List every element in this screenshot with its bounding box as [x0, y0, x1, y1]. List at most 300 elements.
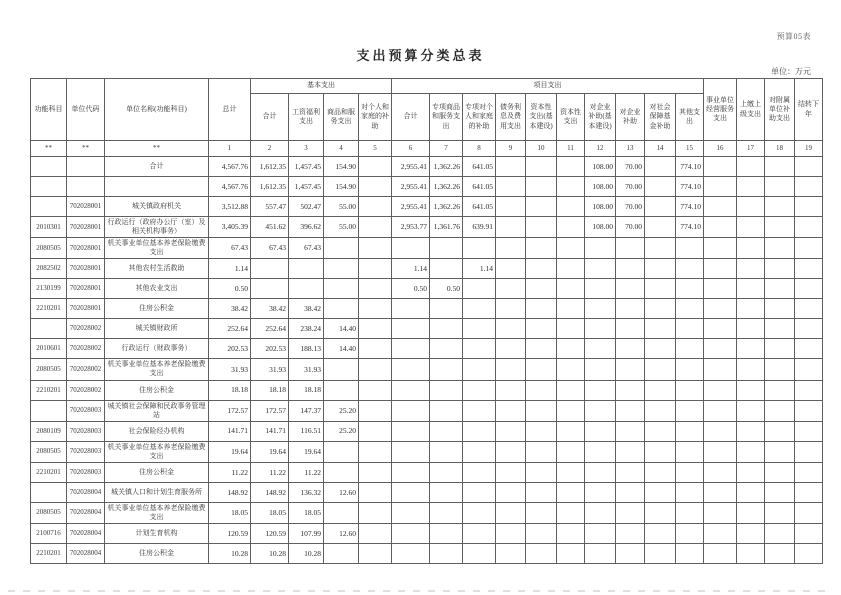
header-wages-welfare: 工资福利支出 [289, 94, 324, 141]
value-cell [795, 502, 823, 523]
value-cell: 10.28 [209, 544, 251, 564]
value-cell [359, 524, 392, 544]
table-row [31, 380, 823, 400]
value-cell [430, 524, 463, 544]
value-cell [765, 217, 795, 238]
value-cell [463, 400, 496, 421]
value-cell [496, 217, 526, 238]
value-cell: 0.50 [209, 279, 251, 299]
value-cell [392, 462, 430, 482]
unit-note: 单位：万元 [771, 67, 811, 76]
value-cell [526, 524, 557, 544]
header-subsidy-to-affiliates: 对附属单位补助支出 [765, 79, 795, 141]
value-cell [795, 380, 823, 400]
value-cell [795, 259, 823, 279]
value-cell: 1,362.26 [430, 157, 463, 177]
value-cell [765, 502, 795, 523]
value-cell [430, 259, 463, 279]
header-group-row [31, 79, 823, 94]
value-cell [704, 238, 737, 259]
table-row [31, 299, 823, 319]
value-cell [526, 421, 557, 441]
value-cell [585, 421, 616, 441]
value-cell [645, 421, 676, 441]
value-cell [616, 421, 645, 441]
value-cell [765, 400, 795, 421]
value-cell [765, 380, 795, 400]
value-cell [359, 177, 392, 197]
value-cell [496, 400, 526, 421]
column-index-cell: 17 [737, 141, 765, 157]
form-number-label: 预算05表 [776, 32, 811, 41]
value-cell: 18.18 [289, 380, 324, 400]
value-cell: 147.37 [289, 400, 324, 421]
value-cell: 31.93 [289, 359, 324, 380]
value-cell [616, 544, 645, 564]
value-cell [704, 462, 737, 482]
value-cell [557, 380, 585, 400]
value-cell: 70.00 [616, 217, 645, 238]
value-cell [795, 441, 823, 462]
value-cell [324, 359, 359, 380]
table-row [31, 441, 823, 462]
value-cell [737, 544, 765, 564]
unit-code-cell: 702028001 [67, 259, 105, 279]
value-cell: 25.20 [324, 400, 359, 421]
value-cell [324, 380, 359, 400]
unit-name-cell [105, 177, 209, 197]
unit-code-cell: 702028002 [67, 339, 105, 359]
value-cell: 18.18 [209, 380, 251, 400]
value-cell: 641.05 [463, 177, 496, 197]
value-cell [430, 299, 463, 319]
value-cell [359, 319, 392, 339]
value-cell: 108.00 [585, 177, 616, 197]
value-cell [795, 238, 823, 259]
value-cell: 120.59 [251, 524, 289, 544]
table-row [31, 502, 823, 523]
value-cell [616, 319, 645, 339]
header-other-expenditure: 其他支出 [676, 94, 704, 141]
value-cell [359, 157, 392, 177]
value-cell: 108.00 [585, 217, 616, 238]
table-row [31, 177, 823, 197]
header-remit-to-superior: 上缴上级支出 [737, 79, 765, 141]
value-cell: 19.64 [209, 441, 251, 462]
value-cell [645, 238, 676, 259]
value-cell: 202.53 [251, 339, 289, 359]
value-cell [737, 279, 765, 299]
value-cell [676, 380, 704, 400]
value-cell [359, 197, 392, 217]
value-cell [557, 421, 585, 441]
value-cell [585, 524, 616, 544]
value-cell [585, 319, 616, 339]
value-cell [585, 339, 616, 359]
header-goods-services: 商品和服务支出 [324, 94, 359, 141]
value-cell: 67.43 [209, 238, 251, 259]
value-cell [737, 400, 765, 421]
value-cell [430, 238, 463, 259]
value-cell [526, 441, 557, 462]
value-cell [645, 319, 676, 339]
header-project-total: 合计 [392, 94, 430, 141]
column-index-cell: 13 [616, 141, 645, 157]
value-cell [795, 359, 823, 380]
value-cell [704, 482, 737, 502]
value-cell [557, 217, 585, 238]
value-cell [526, 319, 557, 339]
value-cell [645, 441, 676, 462]
value-cell [765, 177, 795, 197]
value-cell: 502.47 [289, 197, 324, 217]
value-cell [496, 339, 526, 359]
value-cell: 18.05 [251, 502, 289, 523]
value-cell: 2,955.41 [392, 197, 430, 217]
value-cell [430, 482, 463, 502]
value-cell: 70.00 [616, 177, 645, 197]
value-cell [616, 299, 645, 319]
value-cell: 148.92 [251, 482, 289, 502]
unit-code-cell [67, 177, 105, 197]
header-capital-expenditure: 资本性支出 [557, 94, 585, 141]
value-cell [526, 157, 557, 177]
value-cell [557, 177, 585, 197]
value-cell [430, 421, 463, 441]
value-cell [289, 259, 324, 279]
value-cell: 141.71 [251, 421, 289, 441]
value-cell [737, 197, 765, 217]
value-cell: 11.22 [251, 462, 289, 482]
column-index-cell: 6 [392, 141, 430, 157]
header-grand-total: 总计 [209, 79, 251, 141]
column-index-cell: 11 [557, 141, 585, 157]
value-cell: 3,512.88 [209, 197, 251, 217]
func-subject-cell: 2080505 [31, 502, 67, 523]
value-cell [616, 441, 645, 462]
value-cell: 38.42 [251, 299, 289, 319]
value-cell [645, 339, 676, 359]
value-cell [557, 544, 585, 564]
value-cell [704, 157, 737, 177]
value-cell [359, 339, 392, 359]
value-cell: 25.20 [324, 421, 359, 441]
value-cell: 18.18 [251, 380, 289, 400]
value-cell [616, 339, 645, 359]
value-cell [704, 380, 737, 400]
column-index-cell: 7 [430, 141, 463, 157]
value-cell [526, 380, 557, 400]
value-cell [392, 421, 430, 441]
value-cell [359, 421, 392, 441]
column-index-cell: 1 [209, 141, 251, 157]
value-cell [324, 238, 359, 259]
value-cell: 12.60 [324, 524, 359, 544]
unit-name-cell: 住房公积金 [105, 299, 209, 319]
func-subject-cell: 2210201 [31, 380, 67, 400]
value-cell [795, 421, 823, 441]
value-cell [463, 319, 496, 339]
value-cell [392, 319, 430, 339]
unit-code-cell [67, 157, 105, 177]
value-cell [251, 259, 289, 279]
value-cell [526, 259, 557, 279]
value-cell [392, 524, 430, 544]
value-cell [676, 299, 704, 319]
unit-code-cell: 702028001 [67, 238, 105, 259]
value-cell [737, 259, 765, 279]
value-cell: 136.32 [289, 482, 324, 502]
value-cell: 10.28 [251, 544, 289, 564]
unit-code-cell: 702028003 [67, 421, 105, 441]
header-special-individual-subsidy: 专项对个人和家庭的补助 [463, 94, 496, 141]
value-cell [676, 544, 704, 564]
value-cell: 1,362.26 [430, 197, 463, 217]
value-cell [737, 482, 765, 502]
value-cell [324, 441, 359, 462]
header-enterprise-subsidy-construction: 对企业补助(基本建设) [585, 94, 616, 141]
value-cell [585, 279, 616, 299]
column-index-cell: 5 [359, 141, 392, 157]
value-cell [585, 482, 616, 502]
value-cell [463, 441, 496, 462]
page-title: 支出预算分类总表 [356, 48, 485, 63]
value-cell [795, 217, 823, 238]
value-cell [557, 238, 585, 259]
unit-name-cell: 住房公积金 [105, 380, 209, 400]
value-cell [359, 482, 392, 502]
value-cell [616, 238, 645, 259]
value-cell [585, 462, 616, 482]
value-cell [251, 279, 289, 299]
func-subject-cell [31, 482, 67, 502]
value-cell [765, 299, 795, 319]
column-index-cell: ** [31, 141, 67, 157]
value-cell [704, 197, 737, 217]
value-cell [645, 177, 676, 197]
value-cell [645, 400, 676, 421]
value-cell [359, 359, 392, 380]
value-cell [392, 359, 430, 380]
value-cell [676, 319, 704, 339]
column-index-cell: 3 [289, 141, 324, 157]
func-subject-cell: 2080505 [31, 238, 67, 259]
table-row [31, 279, 823, 299]
value-cell: 639.91 [463, 217, 496, 238]
value-cell [463, 380, 496, 400]
value-cell [676, 400, 704, 421]
value-cell: 141.71 [209, 421, 251, 441]
value-cell: 2,953.77 [392, 217, 430, 238]
value-cell [496, 259, 526, 279]
value-cell [737, 359, 765, 380]
value-cell [496, 524, 526, 544]
value-cell [496, 319, 526, 339]
value-cell [704, 359, 737, 380]
value-cell [392, 238, 430, 259]
header-social-security-fund-subsidy: 对社会保障基金补助 [645, 94, 676, 141]
value-cell [496, 238, 526, 259]
value-cell [496, 157, 526, 177]
value-cell [557, 197, 585, 217]
value-cell [645, 482, 676, 502]
value-cell [496, 197, 526, 217]
value-cell [704, 441, 737, 462]
header-operating-service-expenditure: 事业单位经营服务支出 [704, 79, 737, 141]
value-cell [463, 462, 496, 482]
column-index-cell: ** [105, 141, 209, 157]
value-cell [359, 279, 392, 299]
value-cell: 38.42 [289, 299, 324, 319]
value-cell: 4,567.76 [209, 177, 251, 197]
value-cell [645, 380, 676, 400]
column-index-cell: 12 [585, 141, 616, 157]
value-cell [392, 441, 430, 462]
value-cell [765, 259, 795, 279]
value-cell: 1,362.26 [430, 177, 463, 197]
value-cell [496, 462, 526, 482]
value-cell [324, 544, 359, 564]
func-subject-cell [31, 157, 67, 177]
value-cell [430, 380, 463, 400]
value-cell: 116.51 [289, 421, 324, 441]
value-cell: 1.14 [392, 259, 430, 279]
value-cell: 70.00 [616, 197, 645, 217]
header-project-expenditure-group: 项目支出 [392, 79, 704, 94]
value-cell [463, 339, 496, 359]
value-cell [645, 259, 676, 279]
value-cell [704, 259, 737, 279]
value-cell [359, 217, 392, 238]
column-index-cell: 19 [795, 141, 823, 157]
func-subject-cell: 2210201 [31, 299, 67, 319]
value-cell: 14.40 [324, 319, 359, 339]
value-cell [496, 177, 526, 197]
value-cell [737, 380, 765, 400]
value-cell [526, 217, 557, 238]
value-cell [526, 339, 557, 359]
unit-code-cell: 702028001 [67, 197, 105, 217]
value-cell: 14.40 [324, 339, 359, 359]
value-cell [645, 217, 676, 238]
value-cell [765, 238, 795, 259]
value-cell [359, 462, 392, 482]
table-row [31, 238, 823, 259]
unit-code-cell: 702028003 [67, 400, 105, 421]
value-cell [676, 279, 704, 299]
value-cell: 774.10 [676, 177, 704, 197]
value-cell [765, 482, 795, 502]
func-subject-cell: 2130199 [31, 279, 67, 299]
value-cell [585, 441, 616, 462]
value-cell [496, 544, 526, 564]
value-cell [359, 400, 392, 421]
value-cell [463, 421, 496, 441]
value-cell: 154.90 [324, 177, 359, 197]
value-cell [430, 502, 463, 523]
column-index-cell: 10 [526, 141, 557, 157]
value-cell [765, 339, 795, 359]
unit-code-cell: 702028003 [67, 462, 105, 482]
unit-name-cell: 机关事业单位基本养老保险缴费支出 [105, 238, 209, 259]
value-cell [645, 279, 676, 299]
value-cell [359, 259, 392, 279]
value-cell [496, 359, 526, 380]
value-cell: 1,457.45 [289, 177, 324, 197]
value-cell: 2,955.41 [392, 157, 430, 177]
value-cell [737, 524, 765, 544]
value-cell [392, 400, 430, 421]
value-cell [645, 524, 676, 544]
value-cell [795, 524, 823, 544]
value-cell: 557.47 [251, 197, 289, 217]
value-cell: 0.50 [392, 279, 430, 299]
table-row [31, 339, 823, 359]
unit-code-cell: 702028004 [67, 482, 105, 502]
unit-name-cell: 社会保险经办机构 [105, 421, 209, 441]
value-cell [557, 259, 585, 279]
value-cell: 1.14 [463, 259, 496, 279]
unit-name-cell: 机关事业单位基本养老保险缴费支出 [105, 502, 209, 523]
value-cell: 641.05 [463, 197, 496, 217]
value-cell: 252.64 [251, 319, 289, 339]
column-index-cell: 8 [463, 141, 496, 157]
value-cell [676, 259, 704, 279]
unit-name-cell: 城关镇社会保障和民政事务管理站 [105, 400, 209, 421]
value-cell [676, 502, 704, 523]
value-cell [463, 524, 496, 544]
func-subject-cell: 2010601 [31, 339, 67, 359]
table-row [31, 259, 823, 279]
value-cell: 38.42 [209, 299, 251, 319]
value-cell [585, 359, 616, 380]
value-cell: 108.00 [585, 157, 616, 177]
unit-code-cell: 702028001 [67, 279, 105, 299]
value-cell [765, 441, 795, 462]
header-capital-basic-construction: 资本性支出(基本建设) [526, 94, 557, 141]
header-special-goods-services: 专项商品和服务支出 [430, 94, 463, 141]
value-cell: 19.64 [289, 441, 324, 462]
value-cell [324, 502, 359, 523]
value-cell [765, 462, 795, 482]
scan-artifact [8, 590, 827, 592]
value-cell [557, 359, 585, 380]
value-cell: 108.00 [585, 197, 616, 217]
value-cell: 451.62 [251, 217, 289, 238]
value-cell [392, 380, 430, 400]
value-cell [496, 441, 526, 462]
unit-name-cell: 住房公积金 [105, 544, 209, 564]
value-cell [704, 177, 737, 197]
value-cell [557, 502, 585, 523]
table-row [31, 400, 823, 421]
value-cell [526, 502, 557, 523]
value-cell [430, 544, 463, 564]
value-cell [430, 462, 463, 482]
column-index-cell: 2 [251, 141, 289, 157]
value-cell: 19.64 [251, 441, 289, 462]
value-cell [676, 441, 704, 462]
table-row [31, 421, 823, 441]
value-cell [557, 441, 585, 462]
column-index-cell: ** [67, 141, 105, 157]
value-cell [359, 502, 392, 523]
value-cell [324, 299, 359, 319]
header-basic-expenditure-group: 基本支出 [251, 79, 392, 94]
value-cell [557, 319, 585, 339]
value-cell [526, 197, 557, 217]
value-cell: 107.99 [289, 524, 324, 544]
